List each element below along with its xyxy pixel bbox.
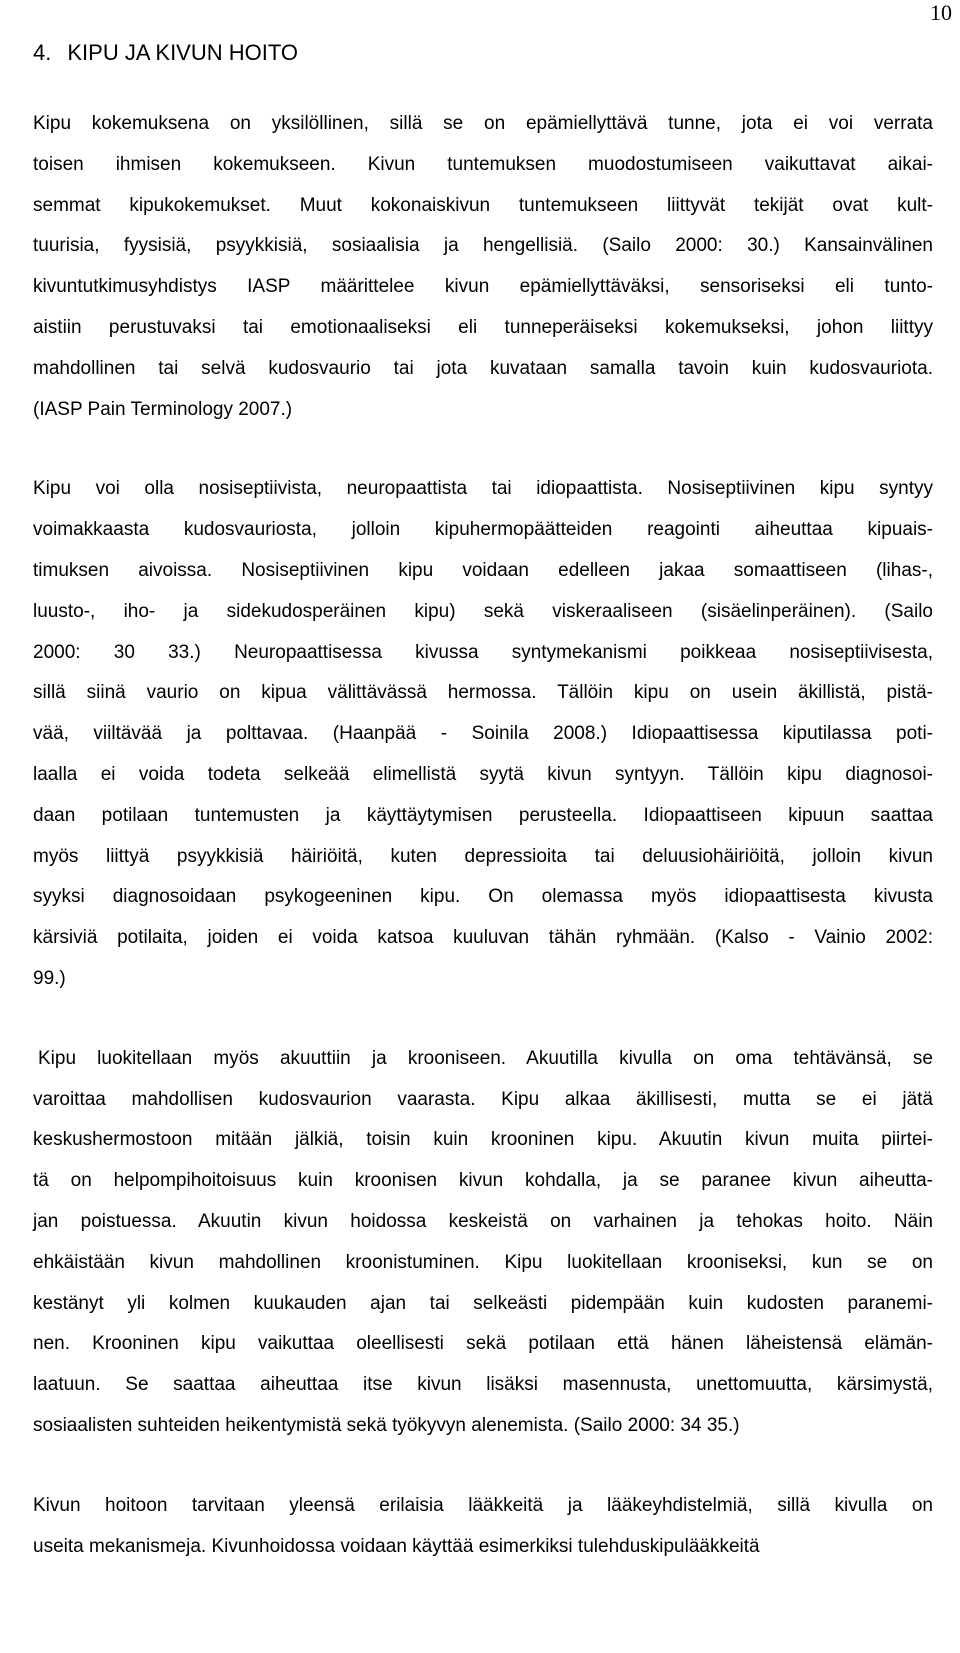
text-line: sosiaalisten suhteiden heikentymistä sekä työkyvyn alenemista. (Sailo 2000: 34 35.) — [33, 1414, 740, 1436]
text-line: nen. Krooninen kipu vaikuttaa oleellisesti sekä potilaan että hänen läheistensä elämän- — [33, 1333, 933, 1355]
paragraph-gap — [33, 1447, 933, 1486]
text-line: daan potilaan tuntemusten ja käyttäytymisen perusteella. Idiopaattiseen kipuun saattaa — [33, 804, 933, 826]
text-line: toisen ihmisen kokemukseen. Kivun tuntemuksen muodostumiseen vaikuttavat aikai- — [33, 153, 933, 175]
text-line: (IASP Pain Terminology 2007.) — [33, 398, 293, 420]
page-number: 10 — [930, 0, 952, 25]
text-line: syyksi diagnosoidaan psykogeeninen kipu. On olemassa myös idiopaattisesta kivusta — [33, 886, 933, 908]
text-line: kivuntutkimusyhdistys IASP määrittelee kivun epämiellyttäväksi, sensoriseksi eli tunto- — [33, 276, 933, 298]
text-line: laatuun. Se saattaa aiheuttaa itse kivun lisäksi masennusta, unettomuutta, kärsimystä, — [33, 1374, 933, 1396]
text-line: kestänyt yli kolmen kuukauden ajan tai selkeästi pidempään kuin kudosten paranemi- — [33, 1292, 933, 1314]
text-line: 99.) — [33, 967, 66, 989]
text-line: tä on helpompihoitoisuus kuin kroonisen kivun kohdalla, ja se paranee kivun aiheutta- — [33, 1170, 933, 1192]
text-line: tuurisia, fyysisiä, psyykkisiä, sosiaalisia ja hengellisiä. (Sailo 2000: 30.) Kansainvälinen — [33, 235, 933, 257]
text-line: keskushermostoon mitään jälkiä, toisin kuin krooninen kipu. Akuutin kivun muita piirtei- — [33, 1129, 933, 1151]
text-line: kärsiviä potilaita, joiden ei voida katsoa kuuluvan tähän ryhmään. (Kalso - Vainio 2002: — [33, 927, 933, 949]
text-line: 2000: 30 33.) Neuropaattisessa kivussa syntymekanismi poikkeaa nosiseptiivisesta, — [33, 641, 933, 663]
paragraph-pain-types — [33, 469, 933, 999]
text-line: luusto-, iho- ja sidekudosperäinen kipu) sekä viskeraaliseen (sisäelinperäinen). (Sailo — [33, 600, 933, 622]
text-line: timuksen aivoissa. Nosiseptiivinen kipu voidaan edelleen jakaa somaattiseen (lihas-, — [33, 559, 933, 581]
text-line: jan poistuessa. Akuutin kivun hoidossa keskeistä on varhainen ja tehokas hoito. Näin — [33, 1210, 933, 1232]
section-title: KIPU JA KIVUN HOITO — [67, 40, 299, 65]
text-line: ehkäistään kivun mahdollinen kroonistuminen. Kipu luokitellaan krooniseksi, kun se on — [33, 1251, 933, 1273]
text-line: Kivun hoitoon tarvitaan yleensä erilaisia lääkkeitä ja lääkeyhdistelmiä, sillä kivulla on — [33, 1494, 933, 1516]
paragraph-pain-treatment — [33, 1486, 933, 1568]
text-line: mahdollinen tai selvä kudosvaurio tai jota kuvataan samalla tavoin kuin kudosvauriota. — [33, 357, 933, 379]
section-heading — [33, 38, 298, 68]
paragraph-gap — [33, 1000, 933, 1039]
text-line: vää, viiltävää ja polttavaa. (Haanpää - Soinila 2008.) Idiopaattisessa kiputilassa poti- — [33, 723, 933, 745]
text-line: varoittaa mahdollisen kudosvaurion vaarasta. Kipu alkaa äkillisesti, mutta se ei jätä — [33, 1088, 933, 1110]
paragraph-pain-definition — [33, 104, 933, 430]
text-line: laalla ei voida todeta selkeää elimellistä syytä kivun syntyyn. Tällöin kipu diagnosoi- — [33, 763, 933, 785]
text-line: semmat kipukokemukset. Muut kokonaiskivun tuntemukseen liittyvät tekijät ovat kult- — [33, 194, 933, 216]
text-line: aistiin perustuvaksi tai emotionaaliseksi eli tunneperäiseksi kokemukseksi, johon liittyy — [33, 316, 933, 338]
text-line: voimakkaasta kudosvauriosta, jolloin kipuhermopäätteiden reagointi aiheuttaa kipuais- — [33, 519, 933, 541]
text-line: myös liittyä psyykkisiä häiriöitä, kuten depressioita tai deluusiohäiriöitä, jolloin kivun — [33, 845, 933, 867]
text-line: Kipu voi olla nosiseptiivista, neuropaattista tai idiopaattista. Nosiseptiivinen kipu syntyy — [33, 478, 933, 500]
text-line: Kipu kokemuksena on yksilöllinen, sillä se on epämiellyttävä tunne, jota ei voi verrata — [33, 113, 933, 134]
text-line: useita mekanismeja. Kivunhoidossa voidaan käyttää esimerkiksi tulehduskipulääkkeitä — [33, 1535, 760, 1557]
text-line: Kipu luokitellaan myös akuuttiin ja krooniseen. Akuutilla kivulla on oma tehtävänsä, se — [38, 1047, 933, 1069]
document-body — [33, 104, 933, 1567]
section-number: 4. — [33, 40, 52, 65]
text-line: sillä siinä vaurio on kipua välittävässä hermossa. Tällöin kipu on usein äkillistä, pistä- — [33, 682, 933, 704]
paragraph-acute-chronic — [33, 1039, 933, 1447]
paragraph-gap — [33, 430, 933, 469]
